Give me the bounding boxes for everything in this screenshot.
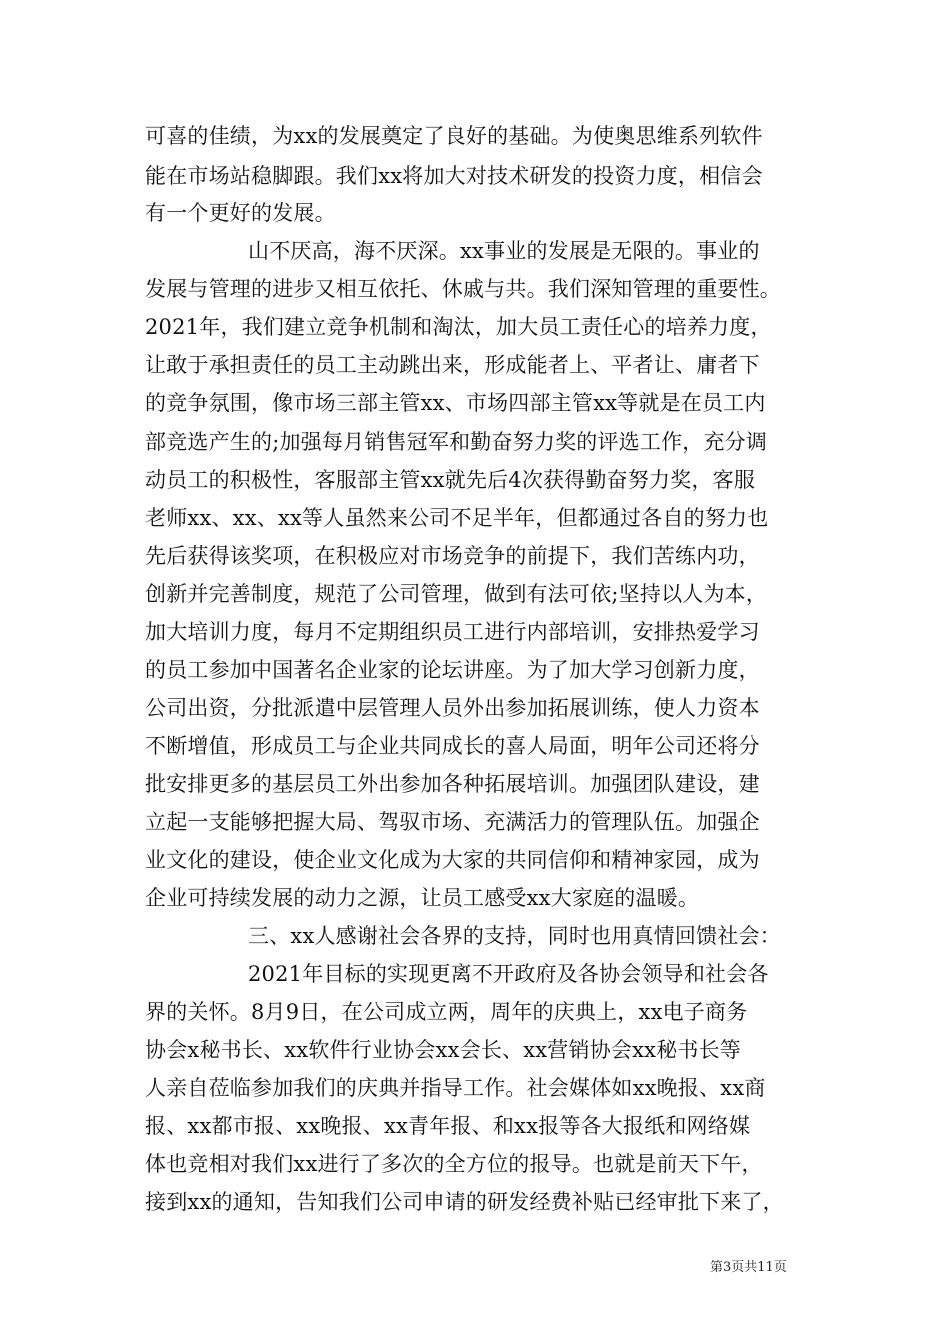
text-line: 不断增值，形成员工与企业共同成长的喜人局面，明年公司还将分 [145,734,760,758]
page-number-footer: 第3页共11页 [710,1260,787,1275]
text-line: 创新并完善制度，规范了公司管理，做到有法可依;坚持以人为本， [145,582,768,606]
text-line: 界的关怀。8月9日，在公司成立两，周年的庆典上，xx电子商务 [145,1000,748,1024]
text-line: 动员工的积极性，客服部主管xx就先后4次获得勤奋努力奖，客服 [145,468,756,492]
text-line: 有一个更好的发展。 [145,201,336,225]
text-line: 让敢于承担责任的员工主动跳出来，形成能者上、平者让、庸者下 [145,353,760,377]
text-line: 协会x秘书长、xx软件行业协会xx会长、xx营销协会xx秘书长等 [145,1038,741,1062]
section-heading: 三、xx人感谢社会各界的支持，同时也用真情回馈社会： [248,924,781,948]
text-line: 能在市场站稳脚跟。我们xx将加大对技术研发的投资力度，相信会 [145,164,763,188]
text-line: 公司出资，分批派遣中层管理人员外出参加拓展训练，使人力资本 [145,696,760,720]
text-line: 先后获得该奖项，在积极应对市场竞争的前提下，我们苦练内功， [145,544,760,568]
text-line: 可喜的佳绩，为xx的发展奠定了良好的基础。为使奥思维系列软件 [145,124,763,148]
text-line: 部竞选产生的;加强每月销售冠军和勤奋努力奖的评选工作，充分调 [145,430,768,454]
text-line-indented: 2021年目标的实现更离不开政府及各协会领导和社会各 [248,962,769,986]
text-line: 接到xx的通知，告知我们公司申请的研发经费补贴已经审批下来了， [145,1190,784,1214]
text-line: 加大培训力度，每月不定期组织员工进行内部培训，安排热爱学习 [145,620,760,644]
text-line: 的员工参加中国著名企业家的论坛讲座。为了加大学习创新力度， [145,658,760,682]
text-line: 业文化的建设，使企业文化成为大家的共同信仰和精神家园，成为 [145,848,760,872]
text-line: 的竞争氛围，像市场三部主管xx、市场四部主管xx等就是在员工内 [145,391,766,415]
text-line: 企业可持续发展的动力之源，让员工感受xx大家庭的温暖。 [145,886,700,910]
text-line: 2021年，我们建立竞争机制和淘汰，加大员工责任心的培养力度， [145,315,772,339]
text-line: 发展与管理的进步又相互依托、休戚与共。我们深知管理的重要性。 [145,277,781,301]
text-line: 立起一支能够把握大局、驾驭市场、充满活力的管理队伍。加强企 [145,810,760,834]
text-line: 人亲自莅临参加我们的庆典并指导工作。社会媒体如xx晚报、xx商 [145,1076,766,1100]
text-line: 批安排更多的基层员工外出参加各种拓展培训。加强团队建设，建 [145,772,760,796]
text-line-indented: 山不厌高，海不厌深。xx事业的发展是无限的。事业的 [248,239,760,263]
text-line: 体也竞相对我们xx进行了多次的全方位的报导。也就是前天下午， [145,1152,763,1176]
text-line: 老师xx、xx、xx等人虽然来公司不足半年，但都通过各自的努力也 [145,506,769,530]
text-line: 报、xx都市报、xx晚报、xx青年报、和xx报等各大报纸和网络媒 [145,1114,751,1138]
